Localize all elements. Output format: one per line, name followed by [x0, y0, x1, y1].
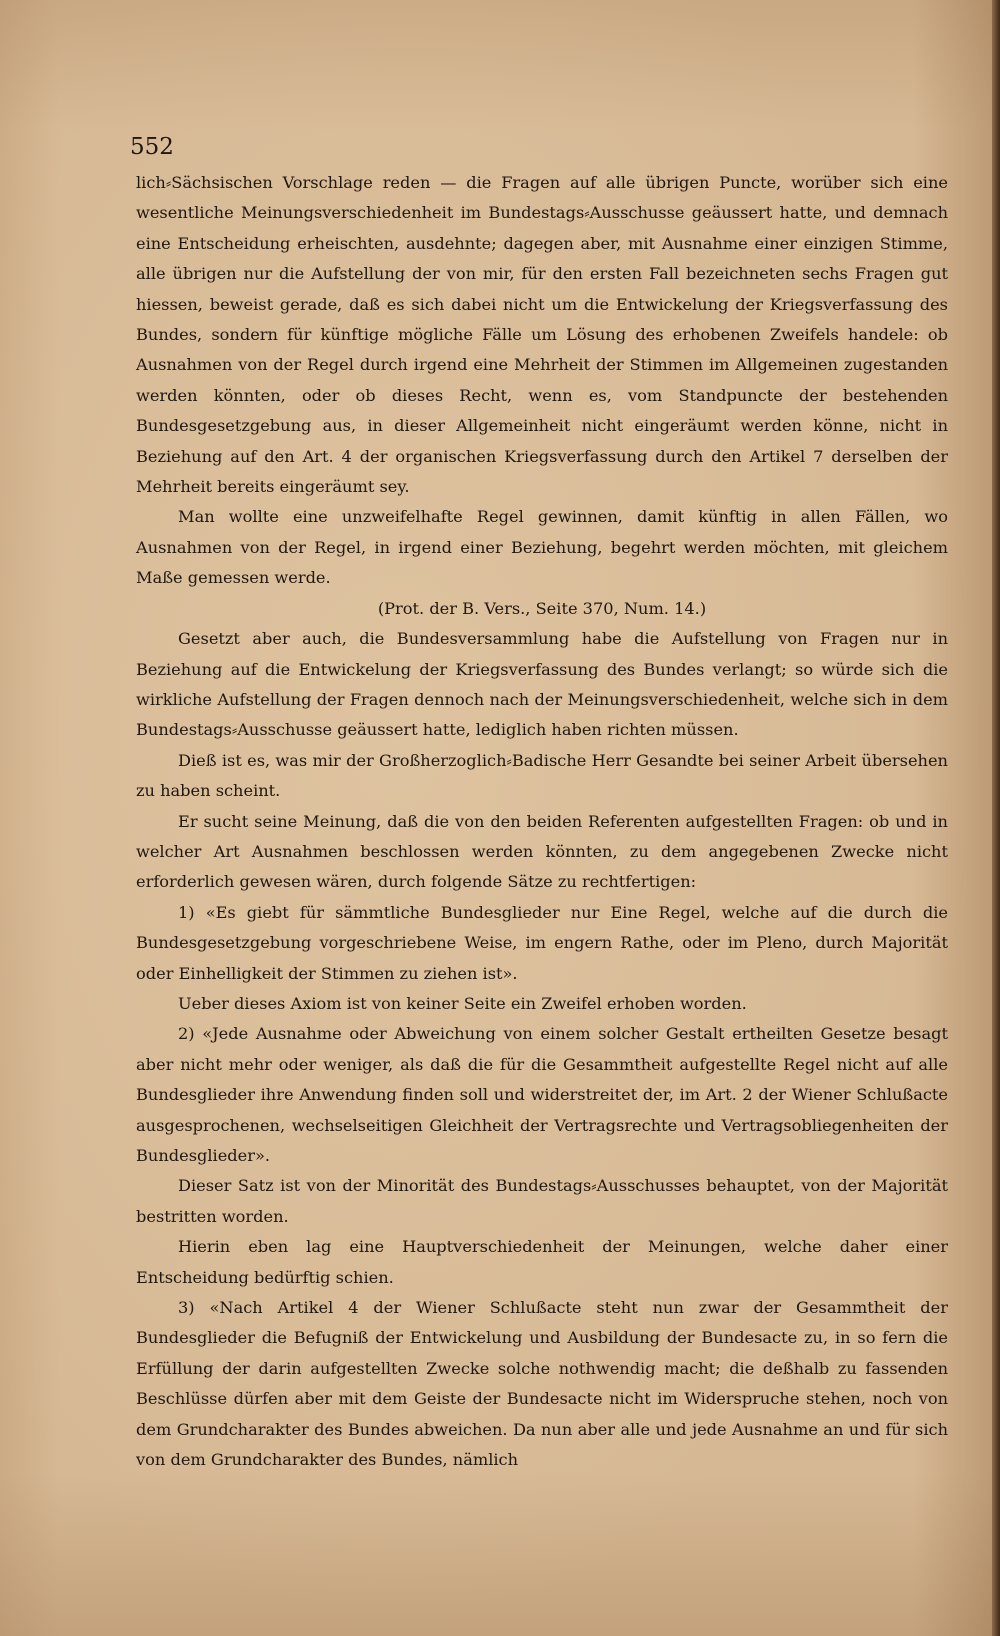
- paragraph: Hierin eben lag eine Hauptverschiedenheit der Meinungen, welche daher einer Entscheidung bedürftig schien.: [136, 1237, 948, 1287]
- paragraph: lich⸗Sächsischen Vorschlage reden — die Fragen auf alle übrigen Puncte, worüber sich eine wesentliche Meinungsverschiedenheit im Bundestags⸗Ausschusse geäussert hatte, und demnach eine Entscheidung erheischten, ausdehnte; dagegen aber, mit Ausnahme einer einzigen Stimme, alle übrigen nur die Aufstellung der von mir, für den ersten Fall bezeichneten sechs Fragen gut hiessen, beweist gerade, daß es sich dabei nicht um die Entwickelung der Kriegsverfassung des Bundes, sondern für künftige mögliche Fälle um Lösung des erhobenen Zweifels handele: ob Ausnahmen von der Regel durch irgend eine Mehrheit der Stimmen im Allgemeinen zugestanden werden könnten, oder ob dieses Recht, wenn es, vom Standpuncte der bestehenden Bundesgesetzgebung aus, in dieser Allgemeinheit nicht eingeräumt werden könne, nicht in Beziehung auf den Art. 4 der organischen Kriegsverfassung durch den Artikel 7 derselben der Mehrheit bereits eingeräumt sey.: [136, 173, 948, 497]
- page-edge: [992, 0, 1000, 1636]
- paragraph: Dieß ist es, was mir der Großherzoglich⸗Badische Herr Gesandte bei seiner Arbeit übersehen zu haben scheint.: [136, 750, 948, 801]
- citation: (Prot. der B. Vers., Seite 370, Num. 14.): [377, 598, 707, 618]
- numbered-paragraph: 1) «Es giebt für sämmtliche Bundesglieder nur Eine Regel, welche auf die durch die Bundesgesetzgebung vorgeschriebene Weise, im engern Rathe, oder im Pleno, durch Majorität oder Einhelligkeit der Stimmen zu ziehen ist».: [136, 902, 948, 983]
- paragraph: Dieser Satz ist von der Minorität des Bundestags⸗Ausschusses behauptet, von der Majorität bestritten worden.: [136, 1176, 948, 1226]
- paragraph: Ueber dieses Axiom ist von keiner Seite ein Zweifel erhoben worden.: [178, 993, 747, 1013]
- page-number: 552: [130, 134, 174, 160]
- numbered-paragraph: 3) «Nach Artikel 4 der Wiener Schlußacte steht nun zwar der Gesammtheit der Bundesglieder die Befugniß der Entwickelung und Ausbildung der Bundesacte zu, in so fern die Erfüllung der darin aufgestellten Zwecke solche nothwendig macht; die deßhalb zu fassenden Beschlüsse dürfen aber mit dem Geiste der Bundesacte nicht im Widerspruche stehen, noch von dem Grundcharakter des Bundes abweichen. Da nun aber alle und jede Ausnahme an und für sich von dem Grundcharakter des Bundes, nämlich: [136, 1298, 948, 1470]
- paragraph: Man wollte eine unzweifelhafte Regel gewinnen, damit künftig in allen Fällen, wo Ausnahmen von der Regel, in irgend einer Beziehung, begehrt werden möchten, mit gleichem Maße gemessen werde.: [136, 507, 948, 588]
- paragraph: Er sucht seine Meinung, daß die von den beiden Referenten aufgestellten Fragen: ob und in welcher Art Ausnahmen beschlossen werden könnten, zu dem angegebenen Zwecke nicht erforderlich gewesen wären, durch folgende Sätze zu rechtfertigen:: [136, 811, 948, 892]
- body-text: [136, 168, 948, 1475]
- numbered-paragraph: 2) «Jede Ausnahme oder Abweichung von einem solcher Gestalt ertheilten Gesetze besagt aber nicht mehr oder weniger, als daß die für die Gesammtheit aufgestellte Regel nicht auf alle Bundesglieder ihre Anwendung finden soll und widerstreitet der, im Art. 2 der Wiener Schlußacte ausgesprochenen, wechselseitigen Gleichheit der Vertragsrechte und Vertragsobliegenheiten der Bundesglieder».: [136, 1024, 948, 1165]
- paragraph: Gesetzt aber auch, die Bundesversammlung habe die Aufstellung von Fragen nur in Beziehung auf die Entwickelung der Kriegsverfassung des Bundes verlangt; so würde sich die wirkliche Aufstellung der Fragen dennoch nach der Meinungsverschiedenheit, welche sich in dem Bundestags⸗Ausschusse geäussert hatte, lediglich haben richten müssen.: [136, 629, 948, 740]
